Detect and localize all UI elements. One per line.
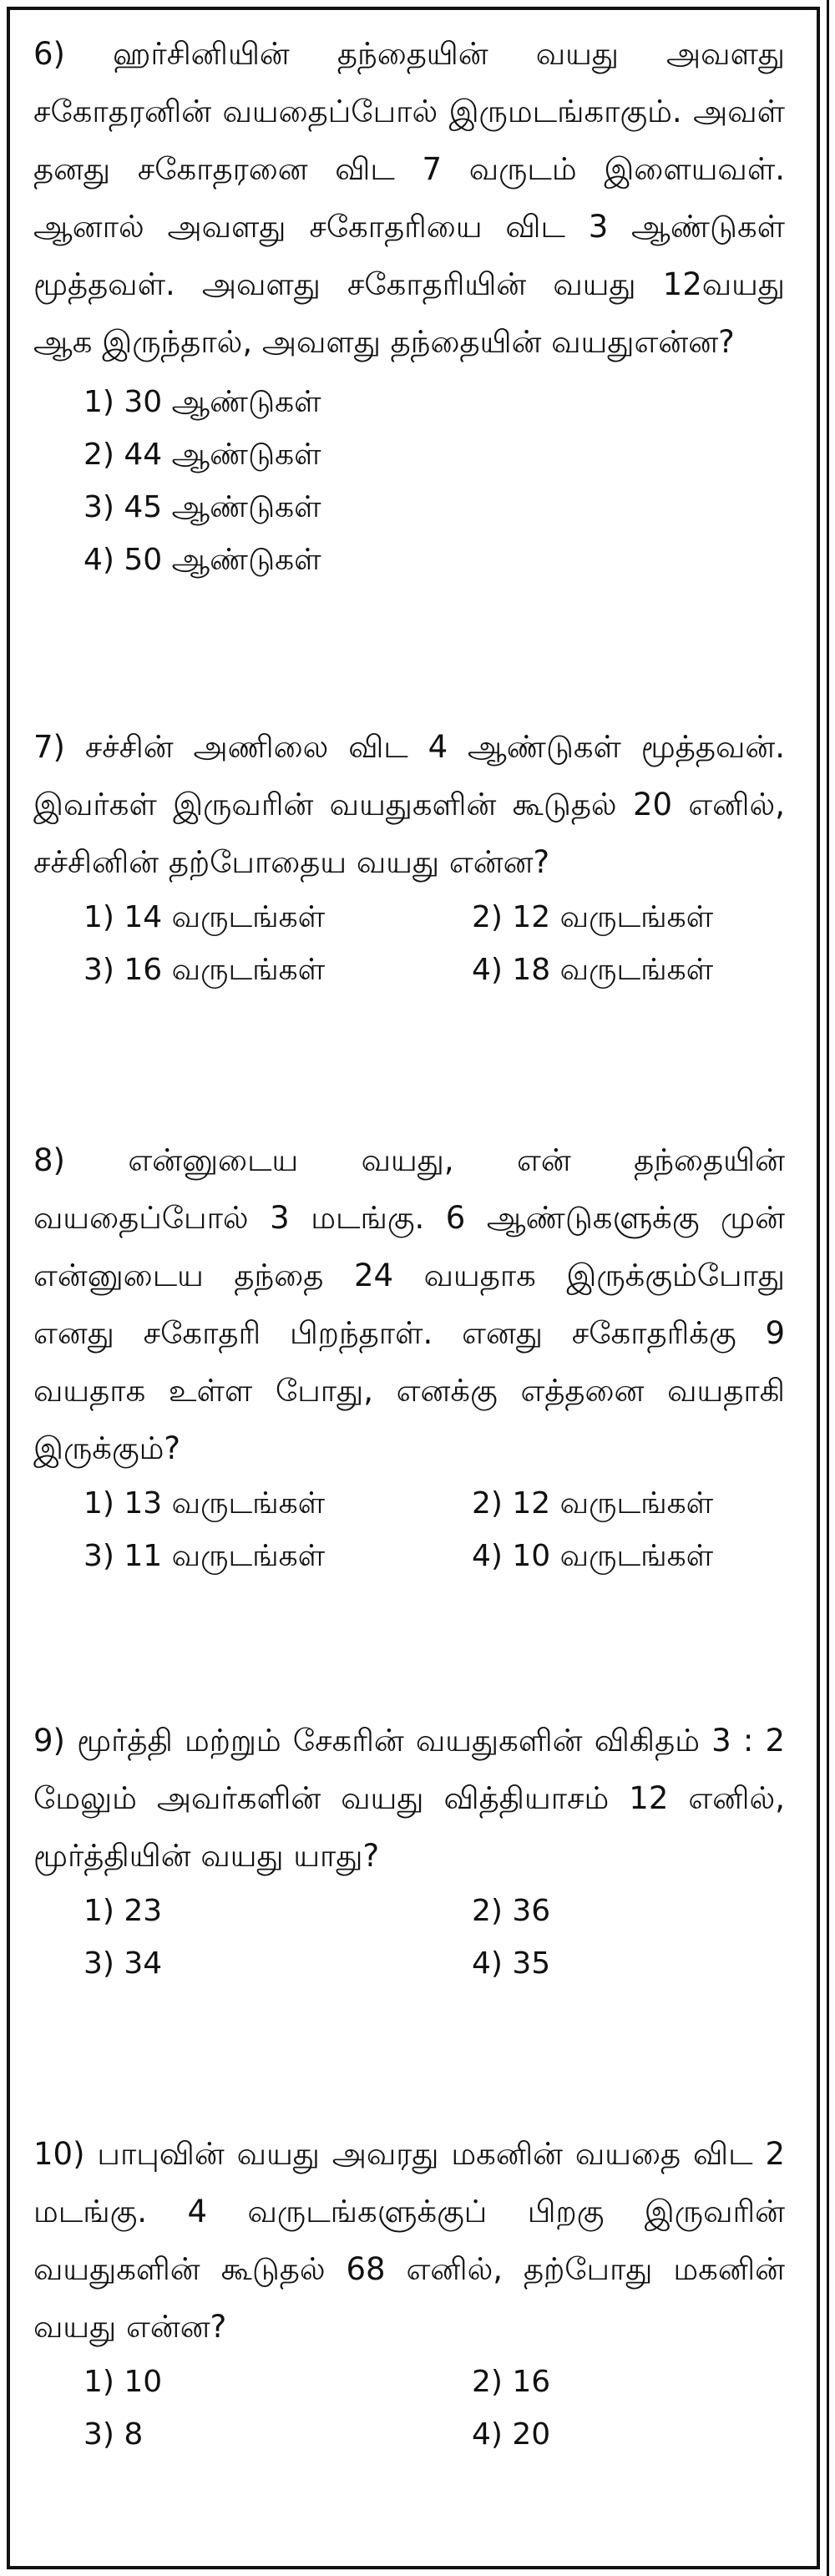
option-3: 3) 16 வருடங்கள் <box>84 953 326 987</box>
question-stem: 8) என்னுடைய வயது, என் தந்தையின் வயதைப்போல் 3 மடங்கு. 6 ஆண்டுகளுக்கு முன் என்னுடைய தந்தை 24 வயதாக இருக்கும்போது எனது சகோதரி பிறந்தாள். எனது சகோதரிக்கு 9 வயதாக உள்ள போது, எனக்கு எத்தனை வயதாகி இருக்கும்? <box>33 1142 785 1466</box>
question-8 <box>33 1131 785 1582</box>
right-margin-line <box>827 0 829 2576</box>
option-4: 4) 50 ஆண்டுகள் <box>84 543 321 577</box>
option-2: 2) 44 ஆண்டுகள் <box>84 438 321 472</box>
question-6 <box>33 25 785 586</box>
option-4: 4) 10 வருடங்கள் <box>472 1539 714 1573</box>
options-grid <box>33 1477 785 1582</box>
option-2: 2) 36 <box>472 1894 551 1928</box>
option-3: 3) 11 வருடங்கள் <box>84 1539 326 1573</box>
options-grid <box>33 1885 785 1990</box>
option-3: 3) 45 ஆண்டுகள் <box>84 490 321 524</box>
option-2: 2) 16 <box>472 2365 551 2399</box>
option-1: 1) 14 வருடங்கள் <box>84 900 326 934</box>
question-stem: 7) சச்சின் அணிலை விட 4 ஆண்டுகள் மூத்தவன். இவர்கள் இருவரின் வயதுகளின் கூடுதல் 20 எனில், சச்சினின் தற்போதைய வயது என்ன? <box>33 729 785 880</box>
question-9 <box>33 1712 785 1990</box>
question-10 <box>33 2125 785 2461</box>
options-grid <box>33 891 785 996</box>
question-stem: 6) ஹர்சினியின் தந்தையின் வயது அவளது சகோதரனின் வயதைப்போல் இருமடங்காகும். அவள் தனது சகோதரனை விட 7 வருடம் இளையவள். ஆனால் அவளது சகோதரியை விட 3 ஆண்டுகள் மூத்தவள். அவளது சகோதரியின் வயது 12வயது ஆக இருந்தால், அவளது தந்தையின் வயதுஎன்ன? <box>33 36 786 360</box>
options-grid <box>33 2356 785 2461</box>
option-4: 4) 20 <box>472 2417 551 2452</box>
option-1: 1) 23 <box>84 1894 163 1928</box>
question-stem: 10) பாபுவின் வயது அவரது மகனின் வயதை விட 2 மடங்கு. 4 வருடங்களுக்குப் பிறகு இருவரின் வயதுகளின் கூடுதல் 68 எனில், தற்போது மகனின் வயது என்ன? <box>33 2136 785 2345</box>
options-list <box>33 376 785 586</box>
question-7 <box>33 718 785 996</box>
option-2: 2) 12 வருடங்கள் <box>472 1486 714 1521</box>
question-stem: 9) மூர்த்தி மற்றும் சேகரின் வயதுகளின் விகிதம் 3 : 2 மேலும் அவர்களின் வயது வித்தியாசம் 12 எனில், மூர்த்தியின் வயது யாது? <box>33 1723 785 1874</box>
option-2: 2) 12 வருடங்கள் <box>472 900 714 934</box>
option-4: 4) 18 வருடங்கள் <box>472 953 714 987</box>
option-3: 3) 34 <box>84 1946 163 1981</box>
option-1: 1) 10 <box>84 2365 163 2399</box>
option-4: 4) 35 <box>472 1946 551 1981</box>
option-1: 1) 13 வருடங்கள் <box>84 1486 326 1521</box>
option-1: 1) 30 ஆண்டுகள் <box>84 385 321 419</box>
option-3: 3) 8 <box>84 2417 144 2452</box>
